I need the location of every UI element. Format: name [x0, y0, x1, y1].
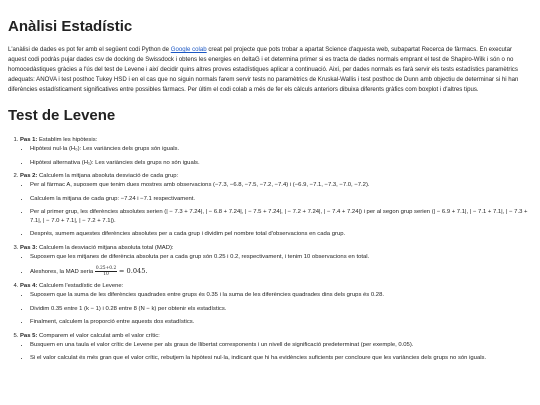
step-text: Establim les hipòtesis:: [37, 137, 98, 143]
step-bullets: [20, 291, 532, 327]
mad-text: Aleshores, la MAD seria: [30, 269, 94, 276]
mad-fraction: [95, 266, 117, 277]
section-title-levene: Test de Levene: [8, 107, 116, 124]
step-bullets: [20, 341, 532, 363]
step-text: Calculem la desviació mitjana absoluta total (MAD):: [37, 244, 174, 251]
step-bullet: • Després, sumem aquestes diferències absolutes per a cada grup i dividim pel nombre total d'observacions en cada grup.: [30, 230, 532, 239]
google-colab-link[interactable]: Google colab: [170, 46, 207, 53]
mad-result: = 0.045.: [118, 267, 148, 276]
step-bullet: • Suposem que les mitjanes de diferència absoluta per a cada grup són 0.25 i 0.2, respectivament, i tenim 10 observacions en total.: [30, 253, 532, 262]
step-label: Pas 3:: [20, 244, 38, 251]
step-bullet: • Hipòtesi nul·la (H₀): Les variàncies dels grups són iguals.: [30, 145, 532, 154]
step-bullet: • Dividim 0.35 entre 1 (k − 1) i 0.28 entre 8 (N − k) per obtenir els estadístics.: [30, 305, 532, 314]
step-bullet: • Finalment, calculem la proporció entre aquests dos estadístics.: [30, 318, 532, 327]
step-heading: [20, 332, 532, 340]
step-text: Comparem el valor calculat amb el valor crític:: [37, 332, 160, 339]
step-label: Pas 1:: [20, 137, 38, 143]
step-bullet: • Si el valor calculat és més gran que el valor crític, rebutjem la hipòtesi nul·la, indicant que hi ha evidències suficients per concloure que les variàncies dels grups no són iguals.: [30, 354, 532, 363]
step-bullets: [20, 145, 532, 167]
step-bullet: • Suposem que la suma de les diferències quadrades entre grups és 0.35 i la suma de les diferències quadrades dins dels grups és 0.28.: [30, 291, 532, 300]
step-text: Calculem l'estadístic de Levene:: [37, 283, 124, 289]
intro-text-before: L'anàlisi de dades es pot fer amb el següent codi Python de: [8, 46, 171, 53]
step-bullet: • Hipòtesi alternativa (H₁): Les variàncies dels grups no són iguals.: [30, 159, 532, 168]
step-bullet: • Per al primer grup, les diferències absolutes serien (| − 7.3 + 7.24|, | − 6.8 + 7.24|, | − 7.5 + 7.24|, | − 7.2 + 7.24|, | − 7.4 + 7.24|) i per al segon grup serien (| − 6.9 + 7.1|, | − 7.1 + 7.1|, | − 7.3 + 7.1|, | − 7.0 + 7.1|, | − 7.2 + 7.1|).: [30, 208, 532, 225]
step-item: [20, 244, 532, 278]
step-item: [20, 332, 532, 363]
step-heading: [20, 282, 532, 290]
step-label: Pas 2:: [20, 173, 38, 179]
step-heading: [20, 172, 532, 180]
step-bullet: • Calculem la mitjana de cada grup: −7.24 i −7.1 respectivament.: [30, 195, 532, 204]
mad-denominator: 10: [103, 272, 109, 277]
step-item: [20, 282, 532, 327]
step-bullet: • Busquem en una taula el valor crític de Levene per als graus de llibertat corresponents i un nivell de significació predeterminat (per exemple, 0.05).: [30, 341, 532, 350]
step-bullets: [20, 181, 532, 239]
step-bullets: [20, 253, 532, 278]
intro-paragraph: [8, 45, 532, 95]
intro-text-after: creat pel projecte que pots trobar a apartat Science d'aquesta web, subapartat Recerca de fàrmacs. En executar aquest codi podràs pujar dades csv de docking de Swissdock i obtens les energies en deltaG i et determina primer si es tracta de dades normals emprant el test de Shapiro-Wilk i són o no homocedàstiques gràcies a l'ús del test de Levene i així decidir quins altres proves estadístiques aplicar a continuació. Així, per dades normals es farà servir els tests estadístics paramètrics adequats: ANOVA i test posthoc Tukey HSD i en el cas que no siguin normals farem servir tests no paramètrics de Kruskal-Wallis i test posthoc de Dunn amb objectiu de determinar si hi han diferències estadísticament significatives entre possibles fàrmacs. Per últim el codi colab a més de fer els càlculs anteriors dibuixa diferents gràfics com boxplot i d'altres tipus.: [8, 46, 519, 93]
levene-steps-list: [8, 136, 532, 363]
step-heading: [20, 136, 532, 144]
step-heading: [20, 244, 532, 252]
step-item: [20, 172, 532, 239]
step-text: Calculem la mitjana absoluta desviació de cada grup:: [37, 173, 179, 179]
step-bullet: • Per al fàrmac A, suposem que tenim dues mostres amb observacions (−7.3, −6.8, −7.5, −7.2, −7.4) i (−6.9, −7.1, −7.3, −7.0, −7.2).: [30, 181, 532, 190]
step-item: [20, 136, 532, 167]
mad-numerator: 0.25+0.2: [95, 266, 117, 271]
step-label: Pas 5:: [20, 332, 38, 339]
step-label: Pas 4:: [20, 283, 38, 289]
page-title: Anàlisi Estadístic: [8, 18, 133, 35]
step-bullet-mad: [30, 266, 532, 277]
